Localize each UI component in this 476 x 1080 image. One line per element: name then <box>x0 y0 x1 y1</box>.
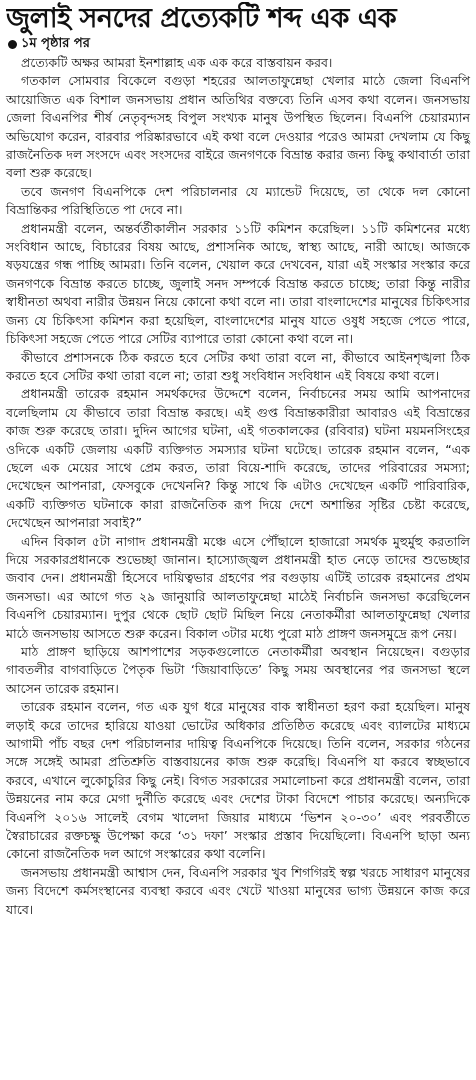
paragraph: প্রত্যেকটি অক্ষর আমরা ইনশাল্লাহ এক এক করে বাস্তবায়ন করব। <box>21 55 333 70</box>
paragraph: প্রধানমন্ত্রী তারেক রহমান সমর্থকদের উদ্দেশে বলেন, নির্বাচনের সময় আমি আপনাদের বলেছিলাম যে কীভাবে তারা বিভ্রান্ত করছে। এই গুপ্ত বিভ্রান্তকারীরা আবারও এই বিভ্রান্তের কাজ শুরু করেছে তারা। দুদিন আগের ঘটনা, এই গতকালকের (রবিবার) ঘটনা ময়মনসিংহের ওদিকে একটি জেলায় একটি ব্যক্তিগত সমস্যার ঘটনা ঘটেছে। তারেক রহমান বলেন, “এক ছেলে এক মেয়ের সাথে প্রেম করত, তারা বিয়ে-শাদি করেছে, তাদের পরিবারের সমস্যা; দেখেছেন আপনারা, ফেসবুকে দেখেননি? কিন্তু সাথে কি এটাও দেখেছেন একটি পারিবারিক, একটি ব্যক্তিগত ঘটনাকে কারা রাজনৈতিক রূপ দিয়ে দেশে অশান্তির সৃষ্টির চেষ্টা করেছে, দেখেছেন আপনারা সবাই?” <box>6 386 470 531</box>
paragraph: জনসভায় প্রধানমন্ত্রী আশ্বাস দেন, বিএনপি সরকার খুব শিগগিরই স্বল্প খরচে সাধারণ মানুষের জন্য বিদেশে কর্মসংস্থানের ব্যবস্থা করবে এবং খেটে খাওয়া মানুষের ভাগ্য উন্নয়নে কাজ করে যাবে। <box>6 864 470 917</box>
paragraph: প্রধানমন্ত্রী বলেন, অন্তর্বর্তীকালীন সরকার ১১টি কমিশন করেছিল। ১১টি কমিশনের মধ্যে সংবিধান আছে, বিচারের বিষয় আছে, প্রশাসনিক আছে, স্বাস্থ্য আছে, নারী আছে। আজকে ষড়যন্ত্রের গন্ধ পাচ্ছি আমরা। তিনি বলেন, খেয়াল করে দেখবেন, যারা এই সংস্কার সংস্কার করে জনগণকে বিভ্রান্ত করতে চাচ্ছে, জুলাই সনদ সম্পর্কে বিভ্রান্ত করতে চাচ্ছে; তারা কিন্তু নারীর স্বাধীনতা অথবা নারীর উন্নয়ন নিয়ে কোনো কথা বলে না। তারা বাংলাদেশের মানুষের চিকিৎসার জন্য যে চিকিৎসা কমিশন করা হয়েছিল, বাংলাদেশের মানুষ যাতে ওষুধ সহজে পেতে পারে, চিকিৎসা সহজে পেতে পারে সেটির ব্যাপারে তারা কোনো কথা বলে না। <box>6 220 470 347</box>
article-body <box>6 54 470 919</box>
paragraph: তারেক রহমান বলেন, গত এক যুগ ধরে মানুষের বাক স্বাধীনতা হরণ করা হয়েছিল। মানুষ লড়াই করে তাদের হারিয়ে যাওয়া ভোটের অধিকার প্রতিষ্ঠিত করেছে এবং ব্যালটের মাধ্যমে আগামী পাঁচ বছর দেশ পরিচালনার দায়িত্ব বিএনপিকে দিয়েছে। তিনি বলেন, সরকার গঠনের সঙ্গে সঙ্গেই আমরা প্রতিশ্রুতি বাস্তবায়নের কাজ শুরু করেছি। বিএনপি যা করবে স্বচ্ছভাবে করবে, এখানে লুকোচুরির কিছু নেই। বিগত সরকারের সমালোচনা করে প্রধানমন্ত্রী বলেন, তারা উন্নয়নের নাম করে মেগা দুর্নীতি করেছে এবং দেশের টাকা বিদেশে পাচার করেছে। অন্যদিকে বিএনপি ২০১৬ সালেই বেগম খালেদা জিয়ার মাধ্যমে ‘ভিশন ২০-৩০’ এবং পরবর্তীতে স্বৈরাচারের রক্তচক্ষু উপেক্ষা করে ‘৩১ দফা’ সংস্কার প্রস্তাব দিয়েছিলো। বিএনপি ছাড়া অন্য কোনো রাজনৈতিক দল আগে সংস্কারের কথা বলেনি। <box>6 699 470 862</box>
continued-from-label <box>8 36 470 52</box>
paragraph: এদিন বিকাল ৫টা নাগাদ প্রধানমন্ত্রী মঞ্চে এসে পৌঁছালে হাজারো সমর্থক মুহুর্মুহু করতালি দিয়ে সরকারপ্রধানকে শুভেচ্ছা জানান। হাস্যোজ্জ্বল প্রধানমন্ত্রী হাত নেড়ে তাদের শুভেচ্ছার জবাব দেন। প্রধানমন্ত্রী হিসেবে দায়িত্বভার গ্রহণের পর বগুড়ায় এটিই তারেক রহমানের প্রথম জনসভা। এর আগে গত ২৯ জানুয়ারি আলতাফুন্নেছা মাঠেই নির্বাচনি জনসভা করেছিলেন বিএনপি চেয়ারম্যান। দুপুর থেকে ছোট ছোট মিছিল নিয়ে নেতাকর্মীরা আলতাফুন্নেছা খেলার মাঠে জনসভায় আসতে শুরু করেন। বিকাল ৩টার মধ্যে পুরো মাঠ প্রাঙ্গণ জনসমুদ্রে রূপ নেয়। <box>6 533 470 641</box>
continued-text: ১ম পৃষ্ঠার পর <box>21 36 90 51</box>
paragraph: তবে জনগণ বিএনপিকে দেশ পরিচালনার যে ম্যান্ডেট দিয়েছে, তা থেকে দল কোনো বিভ্রান্তিকর পরিস্থিতিতে পা দেবে না। <box>6 183 470 218</box>
paragraph: গতকাল সোমবার বিকেলে বগুড়া শহরের আলতাফুন্নেছা খেলার মাঠে জেলা বিএনপি আয়োজিত এক বিশাল জনসভায় প্রধান অতিথির বক্তব্যে তিনি এসব কথা বলেন। জনসভায় জেলা বিএনপির শীর্ষ নেতৃবৃন্দসহ বিপুল সংখ্যক মানুষ উপস্থিত ছিলেন। বিএনপি চেয়ারম্যান অভিযোগ করেন, বারবার পরিষ্কারভাবে এই কথা বলে দেওয়ার পরেও আমরা দেখলাম যে কিছু রাজনৈতিক দল সংসদে এবং সংসদের বাইরে জনগণকে বিভ্রান্ত করার জন্য কিছু কথাবার্তা তারা বলা শুরু করেছে। <box>6 73 470 181</box>
headline: জুলাই সনদের প্রত্যেকটি শব্দ এক এক <box>6 3 397 34</box>
paragraph: কীভাবে প্রশাসনকে ঠিক করতে হবে সেটির কথা তারা বলে না, কীভাবে আইনশৃঙ্খলা ঠিক করতে হবে সেটির কথা তারা বলে না; তারা শুধু সংবিধান সংবিধান এই বিষয়ে কথা বলে। <box>6 349 470 383</box>
bullet-icon <box>8 40 17 49</box>
paragraph: মাঠ প্রাঙ্গণ ছাড়িয়ে আশপাশের সড়কগুলোতে নেতাকর্মীরা অবস্থান নিয়েছেন। বগুড়ার গাবতলীর বাগবাড়িতে পৈতৃক ভিটা ‘জিয়াবাড়িতে’ কিছু সময় অবস্থানের পর জনসভা স্থলে আসেন তারেক রহমান। <box>6 644 470 696</box>
